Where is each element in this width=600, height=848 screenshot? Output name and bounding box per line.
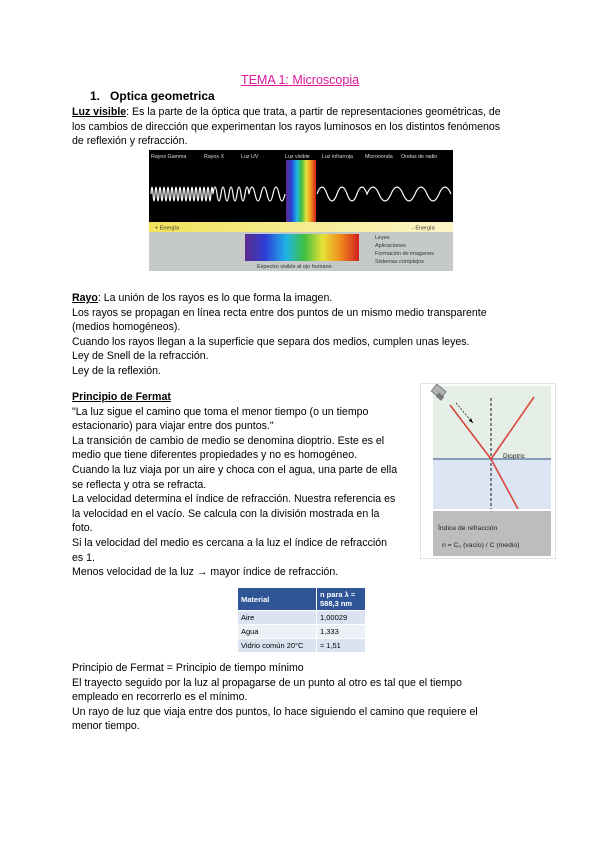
text-line: la velocidad en el vacío. Se calcula con la división mostrada en la (72, 507, 380, 520)
table-header: Material (238, 588, 317, 611)
visible-band (286, 160, 316, 222)
text-line: : La unión de los rayos es lo que forma la imagen. (97, 292, 333, 304)
section-heading (90, 89, 215, 103)
water-medium (433, 459, 551, 509)
luz-visible-paragraph (72, 105, 542, 149)
visible-caption: Espectro visible al ojo humano (257, 264, 332, 270)
text-line: Menos velocidad de la luz → mayor índice de refracción. (72, 566, 339, 579)
text-line: es 1. (72, 551, 95, 564)
text-line: La transición de cambio de medio se denomina dioptrio. Este es el (72, 434, 385, 447)
topic-item: Leyes (375, 235, 390, 241)
band-label: Luz UV (241, 154, 259, 160)
table-cell: Aire (238, 611, 317, 625)
text-line: estacionario) para viajar entre dos puntos." (72, 420, 274, 433)
text-line: : Es la parte de la óptica que trata, a partir de representaciones geométricas, de (126, 106, 501, 118)
band-label: Luz infrarroja (322, 154, 353, 160)
index-formula: n = C₀ (vacío) / C (medio) (442, 542, 520, 549)
rayo-paragraph (72, 291, 542, 379)
table-header-row (238, 588, 366, 611)
band-label: Rayos Gamma (151, 154, 187, 160)
text-line: de reflexión y refracción. (72, 135, 188, 148)
band-label: Rayos X (204, 154, 225, 160)
index-label: Índice de refracción (438, 525, 498, 532)
energy-left-label: + Energía (155, 225, 180, 232)
text-line: El trayecto seguido por la luz al propagarse de un punto al otro es tal que el tiempo (72, 676, 462, 689)
fermat-heading: Principio de Fermat (72, 391, 171, 403)
topic-item: Formación de imagenes (375, 251, 435, 257)
text-line: menor tiempo. (72, 720, 140, 733)
page-title: TEMA 1: Microscopia (240, 73, 360, 87)
fermat-paragraph (72, 390, 412, 580)
visible-spectrum-bar (245, 234, 359, 261)
table-header: n para λ = 588,3 nm (317, 588, 366, 611)
energy-right-label: - Energía (412, 225, 435, 232)
text-line: Un rayo de luz que viaja entre dos puntos, lo hace siguiendo el camino que requiere el (72, 705, 478, 718)
rayo-term: Rayo (72, 292, 98, 304)
energy-bar (149, 222, 453, 232)
text-line: foto. (72, 522, 93, 535)
text-line: Si la velocidad del medio es cercana a la luz el índice de refracción (72, 536, 388, 549)
band-label: Luz visible (285, 154, 310, 160)
text-line: empleado en recorrerlo es el mínimo. (72, 691, 248, 704)
band-label: Microoonda (365, 154, 393, 160)
table-row (238, 625, 366, 639)
topic-item: Aplicaciones (375, 243, 406, 249)
text-line: Cuando los rayos llegan a la superficie que separa dos medios, cumplen unas leyes. (72, 335, 470, 348)
text-line: Ley de la reflexión. (72, 364, 161, 377)
table-cell: Vidrio común 20°C (238, 639, 317, 653)
text-line: Principio de Fermat = Principio de tiempo mínimo (72, 662, 304, 674)
topic-item: Sistemas complejos (375, 259, 424, 265)
luz-visible-term: Luz visible (72, 106, 127, 118)
text-line: los cambios de dirección que experimentan los rayos luminosos en los distintos fenómenos (72, 120, 501, 133)
text-line: Ley de Snell de la refracción. (72, 350, 209, 363)
text-line: (medios homogéneos). (72, 321, 181, 334)
table-row (238, 639, 366, 653)
text-line: se reflecta y otra se refracta. (72, 478, 207, 491)
text-line: Los rayos se propagan en línea recta entre dos puntos de un mismo medio transparente (72, 306, 487, 319)
closing-paragraph (72, 661, 542, 734)
table-cell: 1,00029 (317, 611, 366, 625)
refraction-figure (420, 383, 556, 559)
table-cell: Agua (238, 625, 317, 639)
spectrum-figure (149, 150, 453, 271)
table-cell: ≈ 1,51 (317, 639, 366, 653)
table-row (238, 611, 366, 625)
text-line: Cuando la luz viaja por un aire y choca con el agua, una parte de ella (72, 463, 398, 476)
formula-panel (433, 511, 551, 556)
text-line: medio que tiene diferentes propiedades y no es homogéneo. (72, 449, 358, 462)
band-label: Ondas de radio (401, 154, 438, 160)
text-line: "La luz sigue el camino que toma el menor tiempo (o un tiempo (72, 405, 369, 418)
text-line: La velocidad determina el índice de refracción. Nuestra referencia es (72, 493, 396, 506)
section-title: Optica geometrica (110, 89, 215, 103)
refraction-table (237, 587, 366, 653)
section-number: 1. (90, 89, 101, 103)
dioptric-label: Dioptric (503, 453, 526, 460)
table-cell: 1,333 (317, 625, 366, 639)
